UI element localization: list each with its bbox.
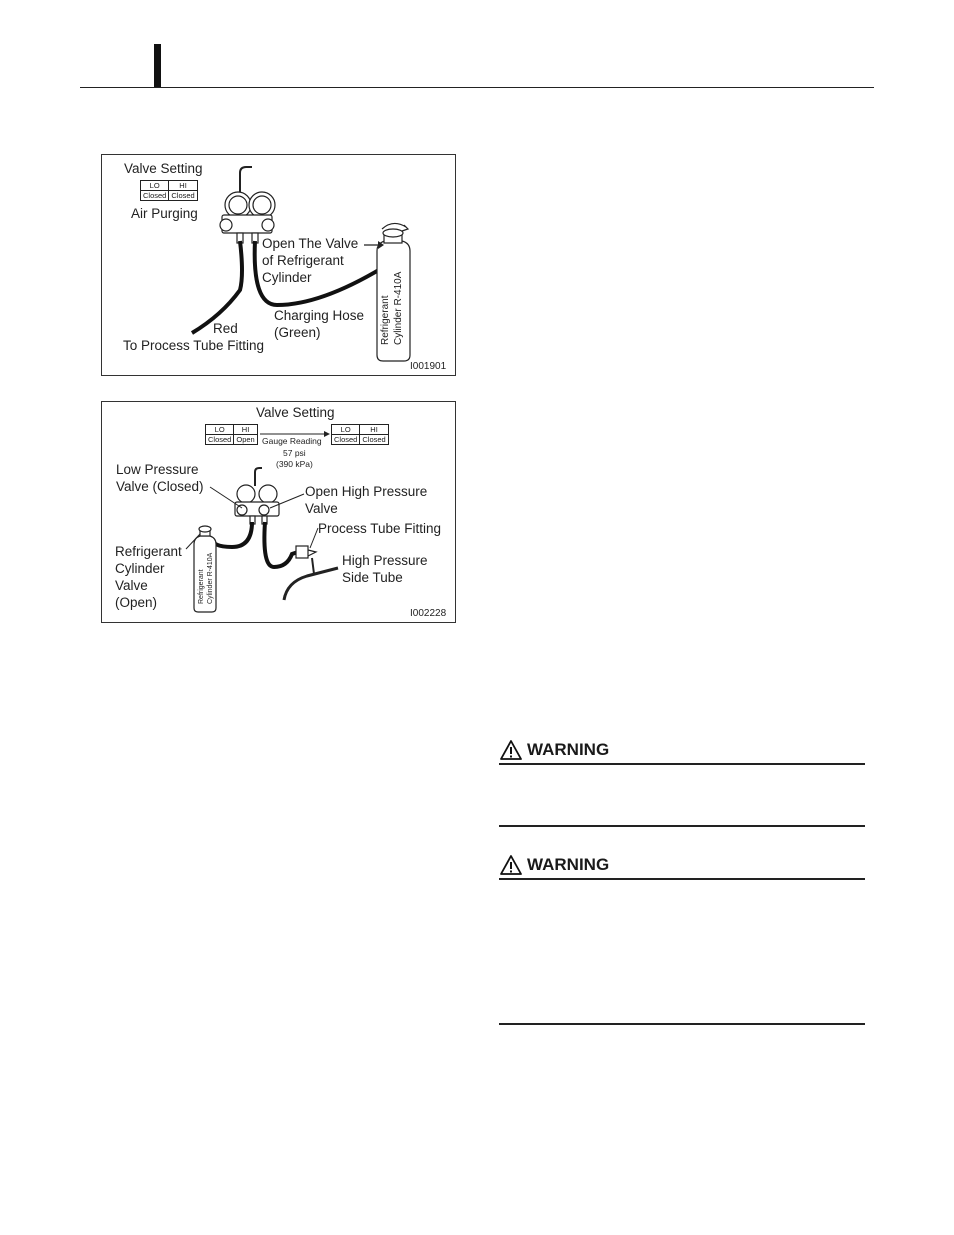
figure-charging xyxy=(101,401,456,623)
gauge-reading-label: Gauge Reading xyxy=(262,436,322,446)
manifold-gauge-icon xyxy=(220,167,275,243)
cylinder-text-2: Cylinder R-410A xyxy=(393,271,404,345)
warning-title: WARNING xyxy=(527,855,610,874)
charging-illustration xyxy=(102,402,455,622)
hi-header: HI xyxy=(234,425,257,435)
header-tab-marker xyxy=(154,44,161,88)
lo-header: LO xyxy=(332,425,360,435)
warning-block-2 xyxy=(499,852,865,880)
lo-state: Closed xyxy=(332,435,360,445)
label-high-side-2: Side Tube xyxy=(342,570,403,585)
label-open-high-2: Valve xyxy=(305,501,338,516)
cylinder-text-1: Refrigerant xyxy=(198,569,205,604)
lo-header: LO xyxy=(141,181,169,191)
cylinder-text-1: Refrigerant xyxy=(380,295,391,345)
hi-state: Open xyxy=(234,435,257,445)
warning-triangle-icon xyxy=(499,854,523,876)
label-refrigerant-valve-3: Valve xyxy=(115,578,148,593)
cylinder-text-2: Cylinder R-410A xyxy=(207,552,214,604)
valve-setting-title: Valve Setting xyxy=(256,405,335,420)
warning-end-rule-2 xyxy=(499,1023,865,1025)
mode-label: Air Purging xyxy=(131,206,198,221)
warning-end-rule-1 xyxy=(499,825,865,827)
hose-to-process-tube xyxy=(264,522,298,567)
high-pressure-side-tube xyxy=(284,568,338,600)
label-high-side-1: High Pressure xyxy=(342,553,428,568)
manifold-gauge-icon xyxy=(235,468,279,524)
valve-setting-title: Valve Setting xyxy=(124,161,203,176)
label-open-valve-1: Open The Valve xyxy=(262,236,359,251)
gauge-kpa: (390 kPa) xyxy=(276,459,313,469)
process-tube-fitting-icon xyxy=(296,546,316,574)
lo-state: Closed xyxy=(206,435,234,445)
label-refrigerant-valve-2: Cylinder xyxy=(115,561,165,576)
figure-id: I001901 xyxy=(410,361,447,372)
lo-state: Closed xyxy=(141,191,169,201)
hi-state: Closed xyxy=(360,435,388,445)
label-charging-hose-2: (Green) xyxy=(274,325,321,340)
header-rule xyxy=(80,87,874,88)
gauge-psi: 57 psi xyxy=(283,448,306,458)
label-process-tube: Process Tube Fitting xyxy=(318,521,442,536)
label-charging-hose-1: Charging Hose xyxy=(274,308,365,323)
hi-state: Closed xyxy=(169,191,197,201)
label-refrigerant-valve-4: (Open) xyxy=(115,595,158,610)
label-open-valve-3: Cylinder xyxy=(262,270,312,285)
label-open-valve-2: of Refrigerant xyxy=(262,253,344,268)
valve-setting-table xyxy=(140,180,198,201)
warning-title: WARNING xyxy=(527,740,610,759)
valve-setting-table-before xyxy=(205,424,258,445)
label-open-high-1: Open High Pressure xyxy=(305,484,428,499)
figure-id: I002228 xyxy=(410,608,447,619)
warning-triangle-icon xyxy=(499,739,523,761)
hi-header: HI xyxy=(169,181,197,191)
warning-block-1 xyxy=(499,737,865,765)
valve-setting-table-after xyxy=(331,424,389,445)
label-process-tube: To Process Tube Fitting xyxy=(123,338,265,353)
label-low-pressure-2: Valve (Closed) xyxy=(116,479,204,494)
label-red: Red xyxy=(213,321,238,336)
warning-header xyxy=(499,737,865,765)
hi-header: HI xyxy=(360,425,388,435)
warning-header xyxy=(499,852,865,880)
figure-air-purging xyxy=(101,154,456,376)
label-low-pressure-1: Low Pressure xyxy=(116,462,199,477)
lo-header: LO xyxy=(206,425,234,435)
label-refrigerant-valve-1: Refrigerant xyxy=(115,544,182,559)
